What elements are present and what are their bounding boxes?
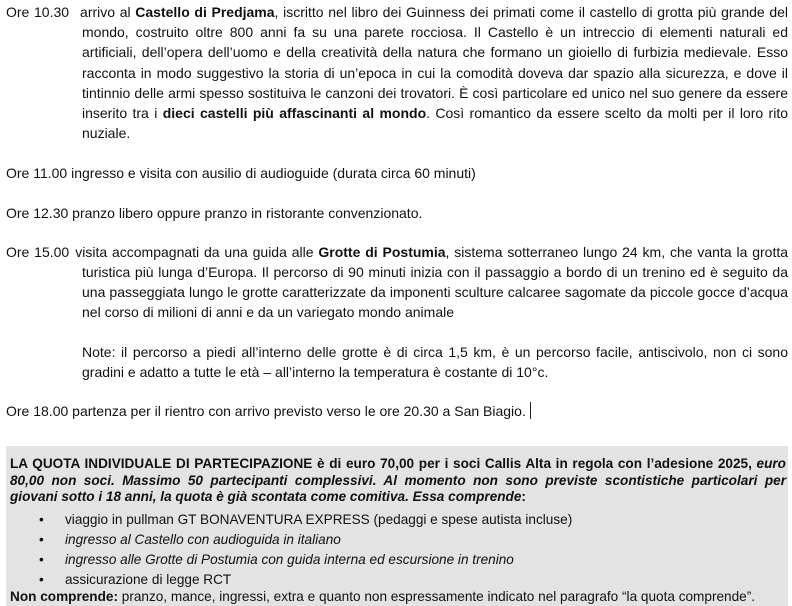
schedule-item-1800	[6, 401, 788, 421]
non-comprende-label: Non comprende:	[10, 589, 118, 604]
text-cursor	[530, 402, 531, 419]
quota-box	[6, 446, 788, 606]
itinerary-page	[6, 0, 789, 604]
schedule-text: partenza per il rientro con arrivo previsto verso le ore 20.30 a San Biagio.	[72, 403, 526, 420]
quota-bold-italic: euro 80,00 non soci. Massimo 50 partecipanti complessivi. Al momento non sono previste scontistiche particolari per giovani sotto i 18 anni,	[10, 456, 786, 505]
schedule-item-1100	[6, 163, 788, 183]
schedule-item-1230	[6, 203, 788, 223]
schedule-text	[6, 244, 788, 321]
schedule-note	[6, 342, 788, 382]
quota-bold-italic-tail: la quota è già scontata come comitiva. Essa comprende	[156, 489, 522, 505]
grotte-name: Grotte di Postumia	[318, 243, 446, 260]
include-text: assicurazione di legge RCT	[65, 572, 232, 587]
note-text: Note: il percorso a piedi all’interno delle grotte è di circa 1,5 km, è un percorso facile, antiscivolo, non ci sono gradini e adatto a tutte le età – all’interno la temperatura è costante di 10°c.	[82, 343, 788, 380]
schedule-text: ingresso e visita con ausilio di audioguide (durata circa 60 minuti)	[71, 165, 476, 182]
castelli-highlight: dieci castelli più affascinanti al mondo	[162, 105, 427, 122]
text-run: , sistema sotterraneo lungo 24 km, che vanta la grotta turistica più lunga d’Europa. Il percorso di 90 minuti inizia con il passaggio a bordo di un trenino ed è seguito da una passeggiata lungo le grotte caratterizzate da imponenti sculture calcaree sagomate da piccole gocce d’acqua nel corso di milioni di anni e da un variegato mondo animale	[82, 243, 789, 321]
text-run: visita accompagnati da una guida alle	[75, 243, 319, 260]
non-comprende	[10, 588, 755, 606]
text-run: . Così romantico da essere scelto da molti per il loro rito nuziale.	[82, 105, 788, 142]
schedule-time: Ore 12.30	[6, 204, 69, 221]
bullet-icon: •	[39, 532, 44, 547]
includes-list	[6, 510, 788, 590]
schedule-item-1500	[6, 242, 788, 323]
include-text: ingresso alle Grotte di Postumia con guida interna ed escursione in trenino	[65, 552, 514, 567]
schedule-time: Ore 15.00	[6, 243, 70, 260]
schedule-text: pranzo libero oppure pranzo in ristorante convenzionato.	[72, 204, 423, 221]
quota-paragraph	[10, 456, 786, 506]
list-item	[6, 530, 788, 550]
quota-bold: LA QUOTA INDIVIDUALE DI PARTECIPAZIONE è di euro 70,00 per i soci Callis Alta in regola con l’adesione 2025,	[10, 456, 757, 471]
include-text: ingresso al Castello con audioguida in italiano	[65, 532, 341, 547]
quota-colon: :	[521, 489, 526, 505]
castello-name: Castello di Predjama	[135, 4, 275, 20]
schedule-time: Ore 10.30	[6, 4, 70, 20]
bullet-icon: •	[39, 572, 44, 587]
list-item	[6, 510, 788, 530]
bullet-icon: •	[39, 512, 44, 527]
list-item	[6, 550, 788, 570]
include-text: viaggio in pullman GT BONAVENTURA EXPRESS (pedaggi e spese autista incluse)	[65, 512, 573, 527]
schedule-item-1030	[6, 2, 788, 143]
list-item	[6, 570, 788, 590]
bullet-icon: •	[39, 552, 44, 567]
text-run: arrivo al	[80, 4, 136, 20]
non-comprende-text: pranzo, mance, ingressi, extra e quanto non espressamente indicato nel paragrafo “la quota comprende”.	[118, 589, 756, 604]
text-run: , iscritto nel libro dei Guinness dei primati come il castello di grotta più grande del mondo, costruito oltre 800 anni fa su una parete rocciosa. Il Castello è un intreccio di elementi naturali ed artificiali, dell’opera dell’uomo e della creatività della natura che formano un gioiello di furbizia medievale. Esso racconta in modo suggestivo la storia di un’epoca in cui la comodità doveva dar spazio alla sicurezza, e dove il tintinnio delle armi spesso sostituiva le canzoni dei trovatori. È così particolare ed unico nel suo genere da essere inserito tra i	[82, 4, 789, 122]
schedule-time: Ore 18.00	[6, 403, 69, 420]
schedule-text	[6, 4, 788, 141]
schedule-time: Ore 11.00	[6, 165, 68, 182]
